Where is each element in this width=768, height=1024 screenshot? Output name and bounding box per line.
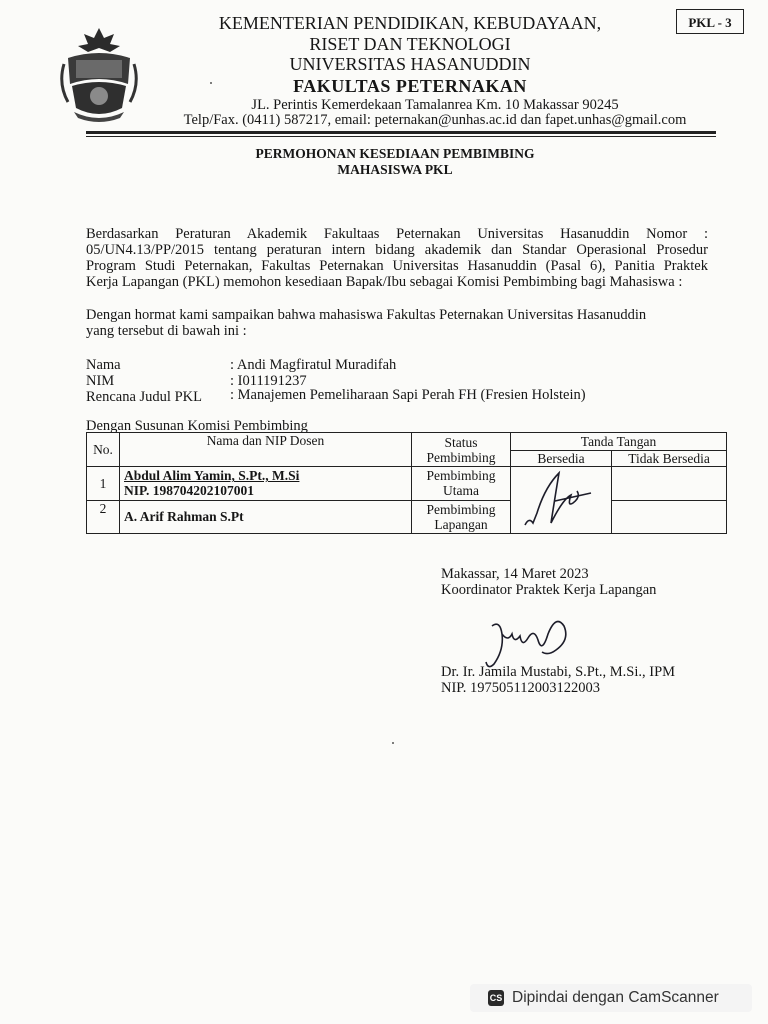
paragraph-intro-line: Berdasarkan Peraturan Akademik Fakultaas Peternakan Universitas Hasanuddin Nomor : xyxy=(86,226,708,242)
table-header-row xyxy=(87,433,727,451)
header-status-line2: Pembimbing xyxy=(426,449,496,465)
paragraph-request-line: Dengan hormat kami sampaikan bahwa mahasiswa Fakultas Peternakan Universitas Hasanuddin xyxy=(86,307,647,323)
paragraph-request xyxy=(86,307,708,339)
row-not-willing xyxy=(612,467,727,501)
row-no: 1 xyxy=(87,467,120,501)
thesis-title-value: : Manajemen Pemeliharaan Sapi Perah FH (Fresien Holstein) xyxy=(230,387,586,403)
closing-role: Koordinator Praktek Kerja Lapangan xyxy=(441,582,657,598)
coordinator-name: Dr. Ir. Jamila Mustabi, S.Pt., M.Si., IPM xyxy=(441,664,676,680)
row-no: 2 xyxy=(87,500,120,534)
row-status-line2: Lapangan xyxy=(434,516,488,532)
letterhead-university: UNIVERSITAS HASANUDDIN xyxy=(289,54,531,74)
scan-speck xyxy=(210,82,212,84)
row-status xyxy=(412,500,511,534)
camscanner-text: Dipindai dengan CamScanner xyxy=(512,989,719,1006)
letterhead-faculty: FAKULTAS PETERNAKAN xyxy=(293,76,527,96)
thesis-title-label: Rencana Judul PKL xyxy=(86,389,202,405)
row-status-line2: Utama xyxy=(443,483,479,499)
row-not-willing xyxy=(612,500,727,534)
letterhead-ministry: KEMENTERIAN PENDIDIKAN, KEBUDAYAAN, xyxy=(218,13,602,33)
row-status-line1: Pembimbing xyxy=(426,501,496,517)
scan-speck xyxy=(392,742,394,744)
paragraph-request-line: yang tersebut di bawah ini : xyxy=(86,323,247,339)
form-code-badge: PKL - 3 xyxy=(676,9,744,34)
supervisor-name: A. Arif Rahman S.Pt xyxy=(124,509,244,525)
row-status-line1: Pembimbing xyxy=(426,468,496,484)
university-seal-logo xyxy=(58,24,140,124)
supervisor-nip: NIP. 198704202107001 xyxy=(124,483,255,499)
supervisor-signature xyxy=(515,467,607,533)
letterhead-address: JL. Perintis Kemerdekaan Tamalanrea Km. 10 Makassar 90245 xyxy=(251,97,619,113)
committee-caption: Dengan Susunan Komisi Pembimbing xyxy=(86,418,308,434)
row-supervisor xyxy=(120,467,412,501)
camscanner-icon: CS xyxy=(488,990,504,1006)
student-name-value: : Andi Magfiratul Muradifah xyxy=(230,357,397,373)
coordinator-nip: NIP. 197505112003122003 xyxy=(441,680,600,696)
header-not-willing: Tidak Bersedia xyxy=(612,451,727,467)
row-status xyxy=(412,467,511,501)
paragraph-intro-line: Program Studi Peternakan, Fakultas Peternakan Universitas Hasanuddin (Pasal 6), Panitia Praktek xyxy=(86,258,708,274)
letterhead-rule-thick xyxy=(86,131,716,134)
student-nim-value: : I011191237 xyxy=(230,373,307,389)
row-supervisor xyxy=(120,500,412,534)
header-name xyxy=(120,433,412,467)
header-no: No. xyxy=(87,433,120,467)
header-willing: Bersedia xyxy=(511,451,612,467)
header-status xyxy=(412,433,511,467)
table-row xyxy=(87,467,727,501)
paragraph-intro-line: Kerja Lapangan (PKL) memohon kesediaan Bapak/Ibu sebagai Komisi Pembimbing bagi Mahasiswa : xyxy=(86,274,683,290)
signature-cell xyxy=(511,467,612,534)
header-status-line1: Status xyxy=(444,434,478,450)
document-title: PERMOHONAN KESEDIAAN PEMBIMBING xyxy=(255,146,535,161)
table-row xyxy=(87,500,727,534)
supervisor-name: Abdul Alim Yamin, S.Pt., M.Si xyxy=(124,468,300,484)
supervisor-table xyxy=(86,432,727,534)
student-name-label: Nama xyxy=(86,357,121,373)
paragraph-intro-line: 05/UN4.13/PP/2015 tentang peraturan intern bidang akademik dan Standar Operasional Prosedur xyxy=(86,242,708,258)
letterhead-contact: Telp/Fax. (0411) 587217, email: peternakan@unhas.ac.id dan fapet.unhas@gmail.com xyxy=(183,112,687,128)
paragraph-intro xyxy=(86,226,708,290)
camscanner-watermark xyxy=(470,984,752,1012)
document-subtitle: MAHASISWA PKL xyxy=(337,162,453,177)
header-signature: Tanda Tangan xyxy=(511,433,727,451)
letterhead-rule-thin xyxy=(86,136,716,137)
closing-place-date: Makassar, 14 Maret 2023 xyxy=(441,566,589,582)
student-nim-label: NIM xyxy=(86,373,115,389)
letterhead-ministry-2: RISET DAN TEKNOLOGI xyxy=(309,34,511,54)
header-name-label: Nama dan NIP Dosen xyxy=(206,433,325,448)
